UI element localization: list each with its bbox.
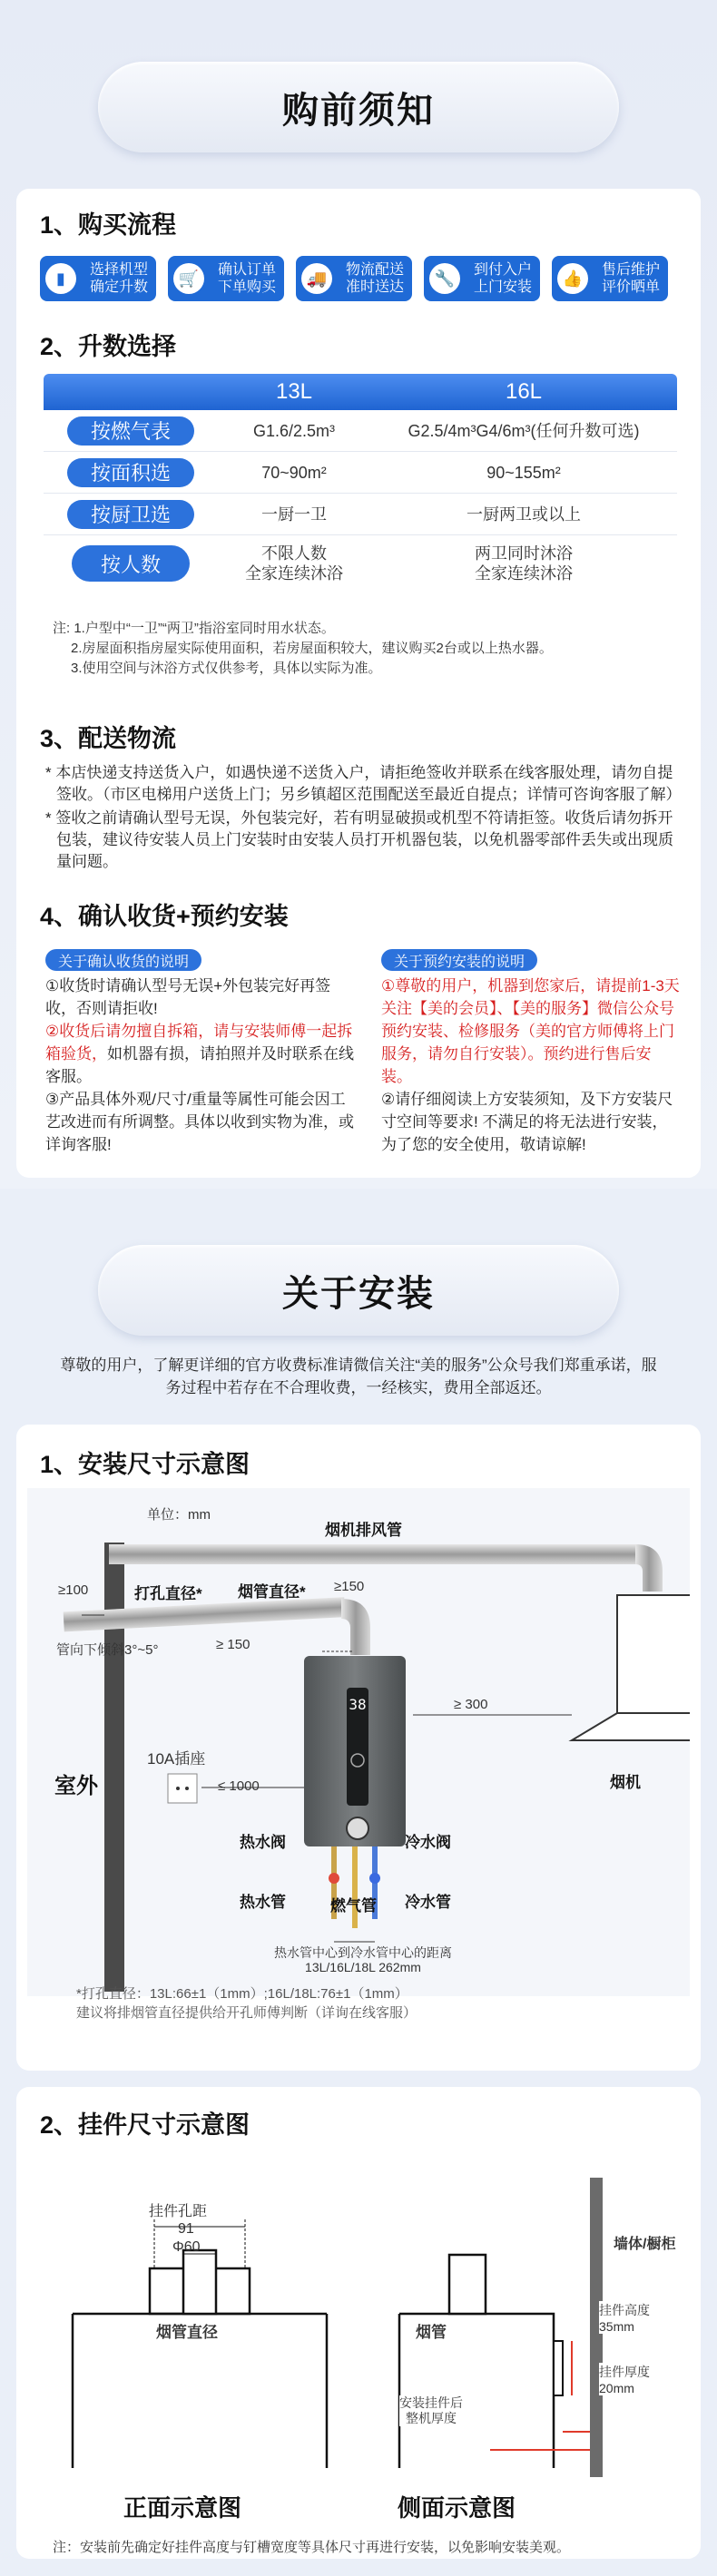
truck-icon: 🚚	[301, 263, 332, 294]
step-label: 上门安装	[473, 279, 532, 295]
gas-pipe	[352, 1846, 358, 1928]
table-header-cell: 16L	[505, 379, 543, 404]
range-hood-body	[617, 1595, 690, 1713]
cold-pipe-label: 冷水管	[405, 1894, 451, 1911]
page-title-purchase-notes: 购前须知	[98, 62, 619, 152]
hanger-dimension-heading: 2、挂件尺寸示意图	[40, 2111, 250, 2139]
installation-diagram	[27, 1488, 690, 1996]
side-view-label: 侧面示意图	[398, 2494, 516, 2522]
total-thickness-line: 安装挂件后	[399, 2395, 463, 2410]
hot-pipe-label: 热水管	[240, 1894, 286, 1911]
footnote-line: *打孔直径：13L:66±1（1mm）;16L/18L:76±1（1mm）	[76, 1986, 408, 2002]
row-label: 按人数	[72, 545, 190, 582]
step-label: 选择机型	[89, 262, 148, 278]
page-title-installation: 关于安装	[98, 1245, 619, 1336]
delivery-item: * 签收之前请确认型号无误，外包装完好，若有明显破损或机型不符请拒签。收货后请勿拆开包装，建议待安装人员上门安装时由安装人员打开机器包装，以免机器零部件丢失或出现质量问题。	[45, 809, 673, 870]
dim-91: 91	[178, 2221, 194, 2237]
front-flue	[183, 2250, 216, 2314]
receipt-notes-tag: 关于确认收货的说明	[45, 949, 201, 971]
dim-100: ≥100	[58, 1582, 89, 1598]
table-row	[44, 452, 677, 494]
step-label: 下单购买	[217, 279, 276, 295]
hanger-height-value: 35mm	[599, 2319, 634, 2334]
receipt-note-warning: ②收货后请勿擅自拆箱，请与安装师傅一起拆箱验货，	[45, 1023, 353, 1063]
install-notes-tag: 关于预约安装的说明	[381, 949, 537, 971]
purchase-steps	[40, 256, 668, 301]
hole-diameter-label: 打孔直径*	[134, 1585, 202, 1602]
front-view-label: 正面示意图	[123, 2494, 242, 2522]
dim-150-side: ≥ 150	[216, 1637, 250, 1652]
note-line: 注: 1.户型中“一卫”“两卫”指浴室同时用水状态。	[53, 621, 335, 636]
cold-valve-label: 冷水阀	[405, 1834, 451, 1851]
install-note: ②请仔细阅读上方安装须知，及下方安装尺寸空间等要求! 不满足的将无法进行安装，为了您的安全使用，敬请谅解!	[381, 1091, 673, 1153]
pipe-distance-note	[254, 1945, 472, 1974]
step-label: 物流配送	[345, 262, 404, 278]
table-row	[44, 535, 677, 592]
step-label: 售后维护	[601, 262, 660, 278]
total-thickness-line: 整机厚度	[406, 2411, 457, 2425]
outdoor-label: 室外	[54, 1774, 98, 1798]
table-cell: 90~155m²	[486, 463, 561, 482]
capacity-table	[44, 374, 677, 592]
step-install	[424, 256, 540, 301]
pipe-distance-line: 热水管中心到冷水管中心的距离	[274, 1945, 452, 1960]
install-dimension-heading: 1、安装尺寸示意图	[40, 1451, 250, 1478]
side-flue	[449, 2255, 486, 2314]
unit-label: 单位：mm	[147, 1507, 211, 1523]
wrench-icon: 🔧	[429, 263, 460, 294]
hanger-thickness-title: 挂件厚度	[599, 2365, 650, 2379]
hanger-thickness-value: 20mm	[599, 2381, 634, 2395]
heater-display-digits: 38	[349, 1696, 367, 1713]
total-thickness-label	[399, 2395, 463, 2426]
table-row	[44, 410, 677, 452]
power-socket	[168, 1774, 197, 1803]
dim-150-top: ≥150	[334, 1579, 365, 1594]
table-cell: 一厨两卫或以上	[467, 504, 581, 524]
wall-label: 墙体/橱柜	[614, 2232, 675, 2253]
device-icon: ▮	[45, 263, 76, 294]
pipe-distance-line: 13L/16L/18L 262mm	[305, 1960, 421, 1974]
receipt-notes	[45, 975, 354, 1156]
row-label: 按燃气表	[67, 416, 194, 446]
table-header	[44, 374, 677, 410]
hanger-height-label	[599, 2301, 650, 2334]
row-label: 按厨卫选	[67, 500, 194, 529]
front-pipe-diameter-label: 烟管直径	[156, 2324, 218, 2341]
hanger-height-title: 挂件高度	[599, 2303, 650, 2317]
step-delivery	[296, 256, 412, 301]
step-label: 确定升数	[89, 279, 148, 295]
receipt-note: ①收货时请确认型号无误+外包装完好再签收，否则请拒收!	[45, 977, 331, 1017]
table-row	[44, 494, 677, 535]
dim-300: ≥ 300	[454, 1697, 488, 1712]
cold-valve-icon	[369, 1873, 380, 1884]
note-line: 2.房屋面积指房屋实际使用面积，若房屋面积较大，建议购买2台或以上热水器。	[71, 641, 553, 656]
table-cell: 70~90m²	[261, 463, 327, 482]
range-hood-label: 烟机	[610, 1774, 641, 1791]
capacity-notes	[53, 619, 553, 679]
purchase-flow-heading: 1、购买流程	[40, 211, 177, 239]
hole-footnote	[76, 1983, 417, 2022]
dim-phi60: Φ60	[172, 2239, 201, 2255]
flue-pipe-label: 烟机排风管	[325, 1522, 402, 1539]
step-after-sales	[552, 256, 668, 301]
side-pipe-label: 烟管	[416, 2324, 447, 2341]
table-cell: G2.5/4m³G4/6m³(任何升数可选)	[408, 421, 640, 440]
delivery-heading: 3、配送物流	[40, 725, 177, 752]
install-notes	[381, 975, 681, 1156]
side-hanger	[554, 2341, 563, 2395]
hot-valve-icon	[329, 1873, 339, 1884]
hot-valve-label: 热水阀	[240, 1834, 286, 1851]
capacity-heading: 2、升数选择	[40, 333, 177, 360]
table-cell: 不限人数 全家连续沐浴	[245, 544, 343, 583]
table-cell: G1.6/2.5m³	[252, 421, 336, 440]
step-label: 到付入户	[473, 262, 532, 278]
hanger-note: 注：安装前先确定好挂件高度与钉槽宽度等具体尺寸再进行安装，以免影响安装美观。	[53, 2540, 571, 2555]
table-cell: 一厨一卫	[261, 504, 327, 524]
table-header-cell: 13L	[275, 379, 313, 404]
step-label: 准时送达	[345, 279, 404, 295]
slope-label: 管向下倾斜3°~5°	[56, 1642, 159, 1658]
pipe-diameter-label: 烟管直径*	[238, 1583, 306, 1601]
step-select-model	[40, 256, 156, 301]
hanger-hole-distance-label: 挂件孔距	[149, 2204, 208, 2219]
receipt-note: ③产品具体外观/尺寸/重量等属性可能会因工艺改进而有所调整。具体以收到实物为准，或详询客服!	[45, 1091, 354, 1153]
dim-1000: ≤ 1000	[218, 1778, 260, 1794]
installation-intro: 尊敬的用户，了解更详细的官方收费标准请微信关注“美的服务”公众号我们郑重承诺，服务过程中若存在不合理收费，一经核实，费用全部返还。	[60, 1357, 657, 1396]
row-label: 按面积选	[67, 458, 194, 487]
footnote-line: 建议将排烟管直径提供给开孔师傅判断（详询在线客服）	[76, 2005, 417, 2021]
step-label: 评价晒单	[601, 279, 660, 295]
step-label: 确认订单	[217, 262, 276, 278]
gas-pipe-label: 燃气管	[330, 1897, 377, 1915]
step-confirm-order	[168, 256, 284, 301]
note-line: 3.使用空间与沐浴方式仅供参考，具体以实际为准。	[71, 661, 382, 676]
delivery-item: * 本店快递支持送货入户，如遇快递不送货入户，请拒绝签收并联系在线客服处理，请勿自提签收。（市区电梯用户送货上门；另乡镇超区范围配送至最近自提点；详情可咨询客服了解）	[45, 764, 682, 803]
cart-icon: 🛒	[173, 263, 204, 294]
install-note-warning: ①尊敬的用户，机器到您家后，请提前1-3天关注【美的会员】、【美的服务】微信公众号预约安装、检修服务（美的官方师傅将上门服务，请勿自行安装）。预约进行售后安装。	[381, 977, 680, 1085]
confirm-install-heading: 4、确认收货+预约安装	[40, 903, 289, 930]
thumbs-up-icon: 👍	[557, 263, 588, 294]
table-cell: 两卫同时沐浴 全家连续沐浴	[475, 544, 573, 583]
hood-flue-pipe	[109, 1544, 635, 1564]
socket-label: 10A插座	[147, 1750, 206, 1768]
hanger-thickness-label	[599, 2363, 650, 2395]
receipt-note: 如机器有损，请拍照并及时联系在线客服。	[45, 1045, 354, 1085]
heater-logo-icon	[347, 1817, 368, 1839]
delivery-text	[45, 762, 681, 873]
